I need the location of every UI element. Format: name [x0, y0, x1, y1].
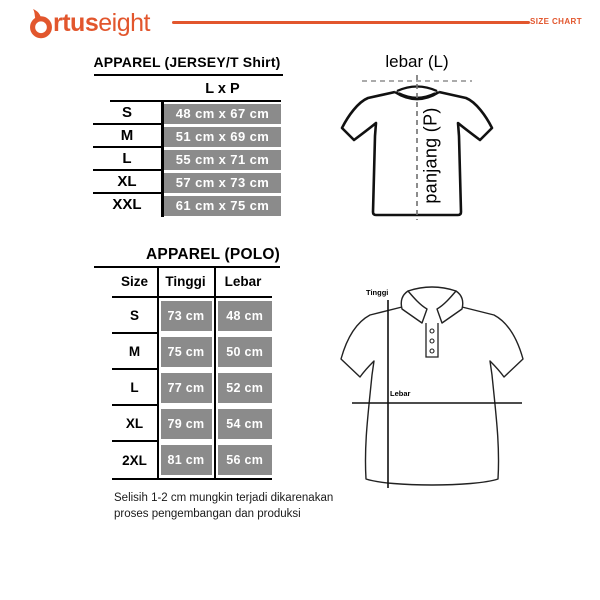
brand-text-light: eight: [98, 9, 150, 37]
polo-size-cell: XL: [112, 406, 157, 442]
polo-header-row: [112, 270, 272, 296]
polo-section-title: APPAREL (POLO): [146, 246, 280, 263]
jersey-title-underline: [94, 74, 283, 76]
table-row: [93, 148, 281, 171]
tshirt-length-label: panjang (P): [420, 106, 441, 204]
polo-column-header-tinggi: Tinggi: [165, 274, 206, 289]
table-row: [112, 370, 272, 406]
table-row: [93, 194, 281, 217]
jersey-size-cell: L: [93, 148, 161, 171]
polo-lebar-cell: 48 cm: [218, 301, 273, 331]
polo-tinggi-cell: 81 cm: [161, 445, 212, 475]
polo-column-header-size: Size: [120, 274, 148, 289]
table-row: [112, 334, 272, 370]
polo-width-label: Lebar: [390, 389, 411, 398]
polo-tinggi-cell: 77 cm: [161, 373, 212, 403]
table-row: [93, 171, 281, 194]
polo-tinggi-cell: 73 cm: [161, 301, 212, 331]
table-row: [112, 298, 272, 334]
jersey-value-cell: 48 cm x 67 cm: [164, 104, 281, 124]
polo-size-cell: S: [112, 298, 157, 334]
polo-tinggi-cell: 75 cm: [161, 337, 212, 367]
jersey-section-title: APPAREL (JERSEY/T Shirt): [93, 54, 281, 70]
polo-size-table: [112, 268, 272, 480]
polo-tinggi-cell: 79 cm: [161, 409, 212, 439]
polo-lebar-cell: 56 cm: [218, 445, 273, 475]
polo-size-cell: L: [112, 370, 157, 406]
jersey-size-cell: M: [93, 125, 161, 148]
polo-size-cell: M: [112, 334, 157, 370]
jersey-size-cell: S: [93, 102, 161, 125]
table-row: [112, 406, 272, 442]
jersey-value-cell: 51 cm x 69 cm: [164, 127, 281, 147]
polo-table-bottom-border: [112, 478, 272, 480]
jersey-value-cell: 61 cm x 75 cm: [164, 196, 281, 216]
footnote-line-1: Selisih 1-2 cm mungkin terjadi dikarenakan: [114, 492, 334, 504]
size-chart-label: SIZE CHART: [530, 17, 582, 26]
brand-logo: [27, 8, 150, 39]
table-row: [93, 125, 281, 148]
jersey-value-cell: 57 cm x 73 cm: [164, 173, 281, 193]
jersey-value-cell: 55 cm x 71 cm: [164, 150, 281, 170]
polo-lebar-cell: 54 cm: [218, 409, 273, 439]
polo-column-header-lebar: Lebar: [224, 274, 262, 289]
polo-size-cell: 2XL: [122, 452, 147, 468]
polo-lebar-cell: 52 cm: [218, 373, 273, 403]
polo-illustration: [335, 283, 535, 490]
brand-flame-o-icon: [27, 8, 55, 39]
jersey-measure-header: L x P: [205, 81, 240, 97]
table-row: [112, 442, 272, 478]
tshirt-length-label-wrap: [417, 88, 445, 222]
footnote-line-2: proses pengembangan dan produksi: [114, 507, 301, 520]
table-row: [93, 102, 281, 125]
jersey-size-cell: XXL: [112, 196, 142, 213]
jersey-size-cell: XL: [93, 171, 161, 194]
polo-lebar-cell: 50 cm: [218, 337, 273, 367]
polo-rows: [112, 298, 272, 478]
jersey-size-table: [93, 100, 281, 217]
polo-height-label: Tinggi: [366, 288, 389, 297]
header-divider: [172, 21, 530, 24]
footnote: [114, 491, 333, 522]
brand-text-bold: rtus: [53, 9, 99, 37]
tshirt-width-label: lebar (L): [385, 52, 449, 71]
